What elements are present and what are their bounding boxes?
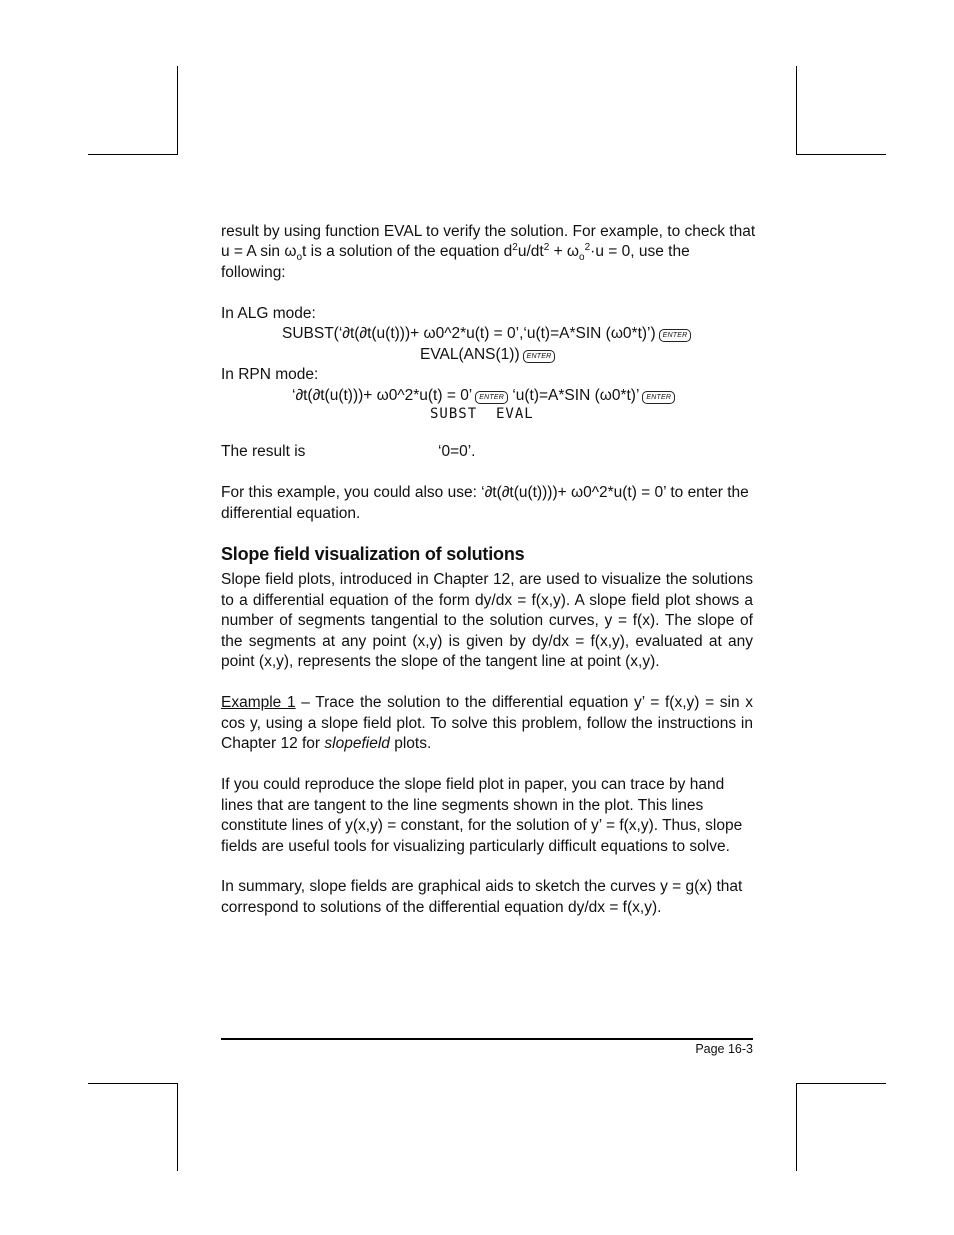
intro-line-3: following:: [221, 264, 286, 281]
enter-key-icon: ENTER: [642, 391, 675, 404]
result-value: ‘0=0’.: [438, 443, 476, 460]
alg-command-2: EVAL(ANS(1)) ENTER: [420, 345, 555, 365]
alg-command-1: SUBST(‘∂t(∂t(u(t)))+ ω0^2*u(t) = 0’,‘u(t)=A*SIN (ω0*t)’) ENTER: [282, 324, 691, 344]
crop-mark: [88, 1083, 178, 1084]
rpn-command-1: ‘∂t(∂t(u(t)))+ ω0^2*u(t) = 0’ ENTER ‘u(t)=A*SIN (ω0*t)’ ENTER: [292, 386, 675, 406]
page-number: Page 16-3: [695, 1042, 753, 1056]
crop-mark: [177, 66, 178, 154]
crop-mark: [796, 1083, 797, 1171]
also-line-2: differential equation.: [221, 505, 361, 522]
slope-field-paragraph: Slope field plots, introduced in Chapter 12, are used to visualize the solutions to a differential equation of the form dy/dx = f(x,y). A slope field plot shows a number of segments tangential to the solution curves, y = f(x). The slope of the segments at any point (x,y) is given by dy/dx = f(x,y), evaluated at any point (x,y), represents the slope of the tangent line at point (x,y).: [221, 571, 753, 670]
summary-paragraph: In summary, slope fields are graphical aids to sketch the curves y = g(x) that correspond to solutions of the differential equation dy/dx = f(x,y).: [221, 878, 743, 916]
crop-mark: [177, 1083, 178, 1171]
enter-key-icon: ENTER: [475, 391, 508, 404]
crop-mark: [796, 154, 886, 155]
rpn-softkeys: SUBST EVAL: [430, 406, 534, 422]
crop-mark: [796, 1083, 886, 1084]
enter-key-icon: ENTER: [659, 329, 692, 342]
crop-mark: [796, 66, 797, 154]
alg-mode-label: In ALG mode:: [221, 305, 316, 322]
enter-key-icon: ENTER: [523, 350, 556, 363]
trace-paragraph: If you could reproduce the slope field plot in paper, you can trace by hand lines that are tangent to the line segments shown in the plot. This lines constitute lines of y(x,y) = constant, for the solution of y’ = f(x,y). Thus, slope fields are useful tools for visualizing particularly difficult equations to solve.: [221, 776, 743, 855]
example-label: Example 1: [221, 694, 296, 711]
intro-line-1: result by using function EVAL to verify the solution. For example, to check that: [221, 223, 756, 240]
rpn-mode-label: In RPN mode:: [221, 366, 319, 383]
also-line-1: For this example, you could also use: ‘∂t(∂t(u(t))))+ ω0^2*u(t) = 0’ to enter the: [221, 484, 749, 501]
crop-mark: [88, 154, 178, 155]
result-label: The result is: [221, 443, 306, 460]
intro-line-2: u = A $\sin \omega_ot$ is a solution of the equation $d^2u/dt^2 + \omega_o^2\cdot u = 0$, use the: [221, 241, 690, 264]
example-paragraph: Example 1 – Trace the solution to the differential equation y’ = f(x,y) = sin x cos y, using a slope field plot. To solve this problem, follow the instructions in Chapter 12 for slopefield plots.: [221, 694, 753, 752]
section-heading: Slope field visualization of solutions: [221, 544, 525, 564]
footer-rule: [221, 1038, 753, 1040]
